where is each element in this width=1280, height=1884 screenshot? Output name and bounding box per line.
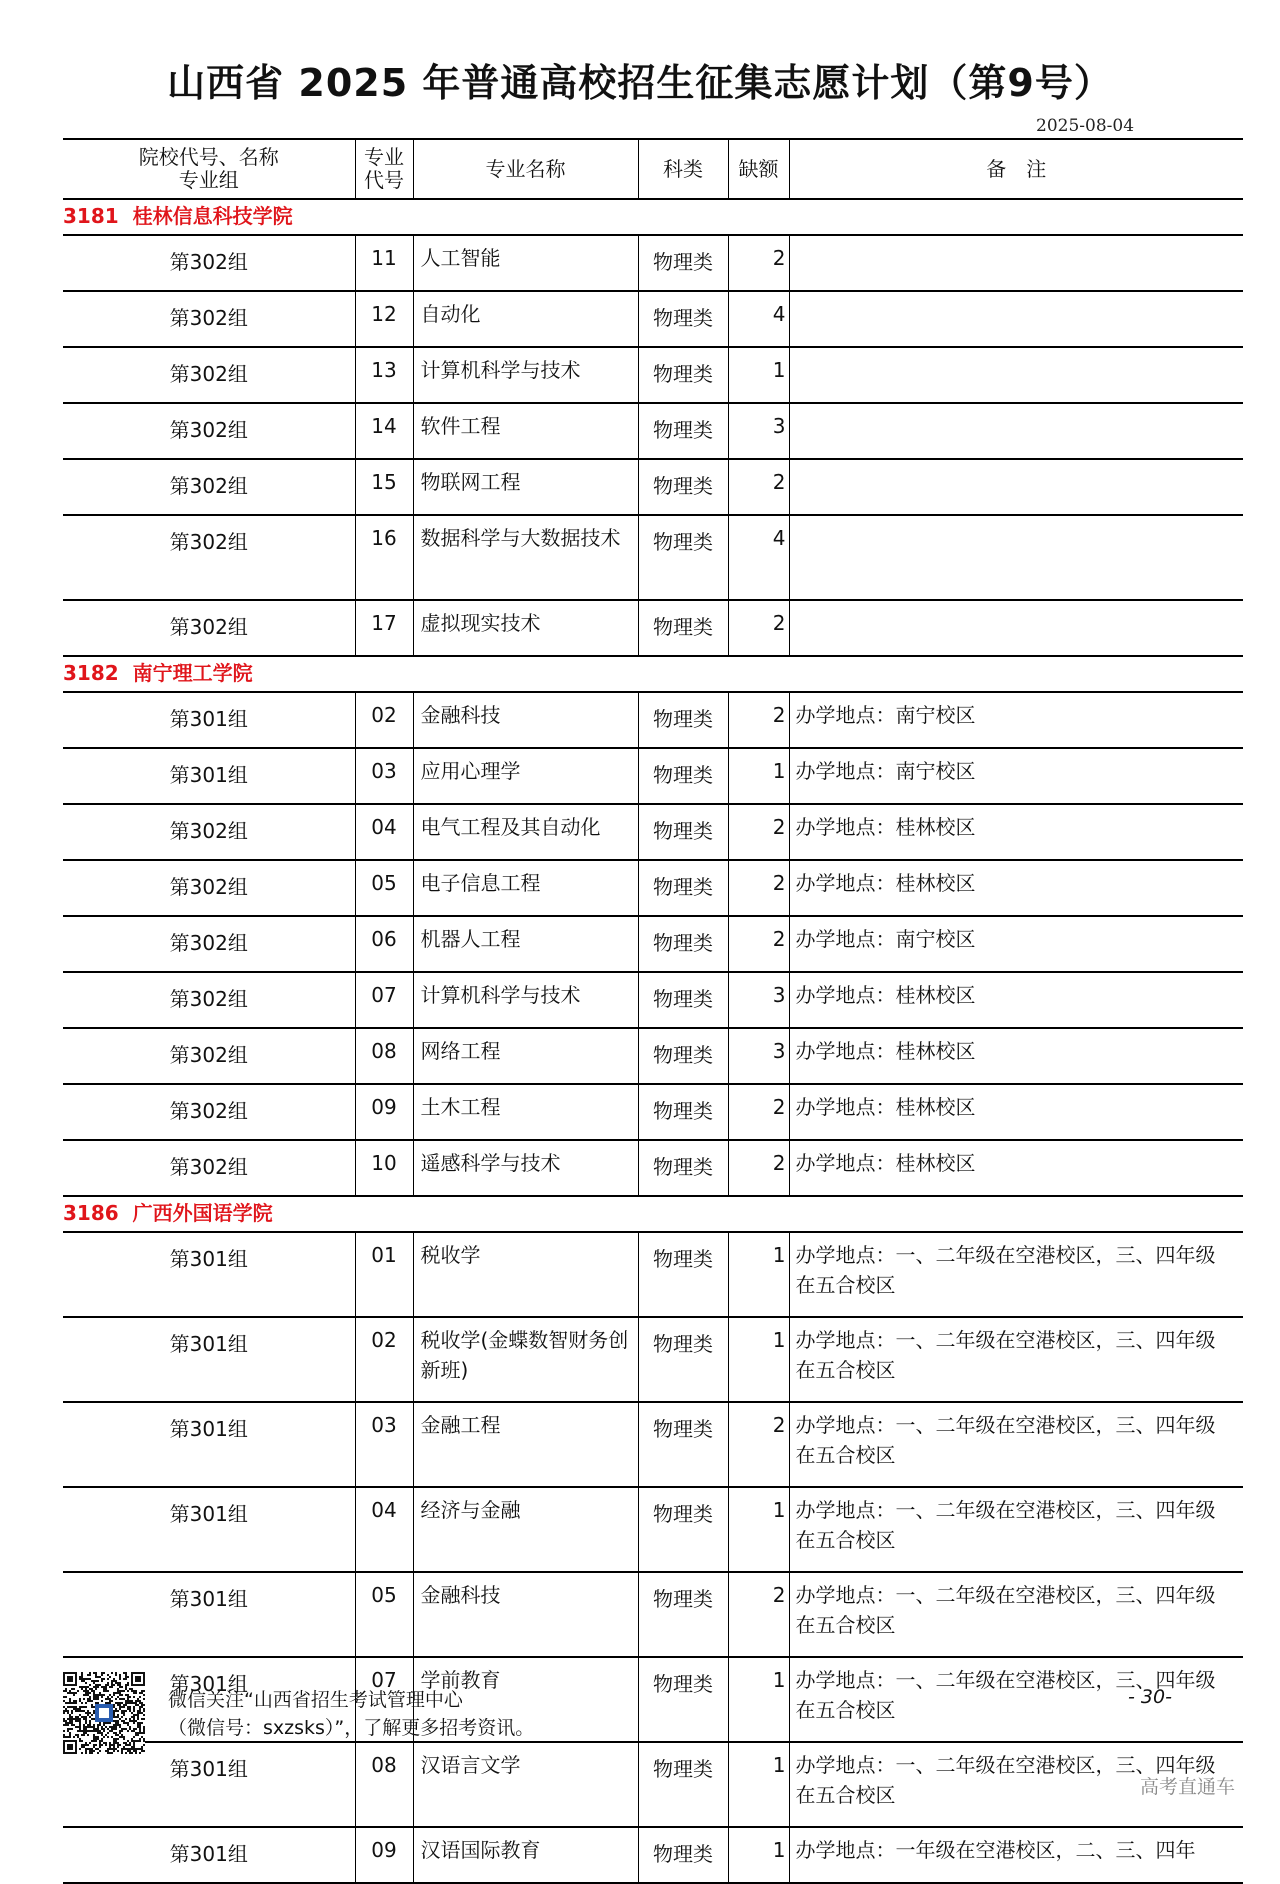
table-row bbox=[63, 916, 1243, 972]
table-row bbox=[63, 692, 1243, 748]
major-code-cell: 09 bbox=[355, 1827, 413, 1883]
quota-cell: 2 bbox=[728, 1402, 789, 1487]
watermark: 高考直通车 bbox=[1140, 1776, 1236, 1798]
quota-cell: 1 bbox=[728, 1317, 789, 1402]
group-cell: 第302组 bbox=[63, 1140, 355, 1196]
table-row bbox=[63, 347, 1243, 403]
table-row bbox=[63, 1084, 1243, 1140]
group-cell: 第302组 bbox=[63, 403, 355, 459]
major-name-cell: 土木工程 bbox=[413, 1084, 638, 1140]
remark-cell: 办学地点：桂林校区 bbox=[789, 972, 1243, 1028]
footer-text bbox=[168, 1686, 534, 1742]
subject-cell: 物理类 bbox=[638, 235, 728, 291]
quota-cell: 3 bbox=[728, 972, 789, 1028]
table-row bbox=[63, 1572, 1243, 1657]
header-remark: 备 注 bbox=[789, 139, 1243, 199]
remark-cell: 办学地点：桂林校区 bbox=[789, 1084, 1243, 1140]
quota-cell: 2 bbox=[728, 1140, 789, 1196]
quota-cell: 2 bbox=[728, 692, 789, 748]
major-code-cell: 16 bbox=[355, 515, 413, 600]
group-cell: 第301组 bbox=[63, 1317, 355, 1402]
table-body bbox=[63, 199, 1243, 1883]
subject-cell: 物理类 bbox=[638, 1487, 728, 1572]
major-code-cell: 11 bbox=[355, 235, 413, 291]
major-code-cell: 14 bbox=[355, 403, 413, 459]
quota-cell: 1 bbox=[728, 1742, 789, 1827]
major-name-cell: 计算机科学与技术 bbox=[413, 347, 638, 403]
header-name: 专业名称 bbox=[413, 139, 638, 199]
major-code-cell: 07 bbox=[355, 972, 413, 1028]
major-code-cell: 12 bbox=[355, 291, 413, 347]
group-cell: 第301组 bbox=[63, 1742, 355, 1827]
major-code-cell: 05 bbox=[355, 860, 413, 916]
group-cell: 第301组 bbox=[63, 1487, 355, 1572]
quota-cell: 4 bbox=[728, 515, 789, 600]
subject-cell: 物理类 bbox=[638, 600, 728, 656]
subject-cell: 物理类 bbox=[638, 403, 728, 459]
remark-cell bbox=[789, 459, 1243, 515]
page-title: 山西省 2025 年普通高校招生征集志愿计划（第9号） bbox=[167, 61, 1113, 105]
major-code-cell: 08 bbox=[355, 1742, 413, 1827]
header-subject: 科类 bbox=[638, 139, 728, 199]
table-row bbox=[63, 459, 1243, 515]
group-cell: 第301组 bbox=[63, 1402, 355, 1487]
group-cell: 第302组 bbox=[63, 347, 355, 403]
quota-cell: 1 bbox=[728, 1232, 789, 1317]
major-name-cell: 税收学 bbox=[413, 1232, 638, 1317]
quota-cell: 2 bbox=[728, 235, 789, 291]
subject-cell: 物理类 bbox=[638, 972, 728, 1028]
table-row bbox=[63, 972, 1243, 1028]
remark-cell: 办学地点：南宁校区 bbox=[789, 916, 1243, 972]
major-code-cell: 09 bbox=[355, 1084, 413, 1140]
remark-cell: 办学地点：一、二年级在空港校区，三、四年级在五合校区 bbox=[789, 1487, 1243, 1572]
quota-cell: 2 bbox=[728, 860, 789, 916]
quota-cell: 1 bbox=[728, 1487, 789, 1572]
document-date: 2025-08-04 bbox=[1036, 116, 1135, 136]
footer-line-2: （微信号：sxzsks）”，了解更多招考资讯。 bbox=[168, 1717, 535, 1739]
major-code-cell: 07 bbox=[355, 1657, 413, 1742]
header-group: 院校代号、名称 专业组 bbox=[63, 139, 355, 199]
remark-cell bbox=[789, 600, 1243, 656]
major-code-cell: 06 bbox=[355, 916, 413, 972]
remark-cell: 办学地点：一、二年级在空港校区，三、四年级在五合校区 bbox=[789, 1657, 1243, 1742]
remark-cell bbox=[789, 403, 1243, 459]
subject-cell: 物理类 bbox=[638, 692, 728, 748]
group-cell: 第302组 bbox=[63, 600, 355, 656]
subject-cell: 物理类 bbox=[638, 1402, 728, 1487]
quota-cell: 4 bbox=[728, 291, 789, 347]
group-cell: 第302组 bbox=[63, 972, 355, 1028]
group-cell: 第301组 bbox=[63, 1657, 355, 1742]
remark-cell: 办学地点：南宁校区 bbox=[789, 748, 1243, 804]
quota-cell: 1 bbox=[728, 1657, 789, 1742]
subject-cell: 物理类 bbox=[638, 804, 728, 860]
school-heading-row bbox=[63, 199, 1243, 235]
quota-cell: 1 bbox=[728, 1827, 789, 1883]
major-name-cell: 软件工程 bbox=[413, 403, 638, 459]
subject-cell: 物理类 bbox=[638, 1084, 728, 1140]
major-name-cell: 汉语国际教育 bbox=[413, 1827, 638, 1883]
group-cell: 第302组 bbox=[63, 804, 355, 860]
major-name-cell: 经济与金融 bbox=[413, 1487, 638, 1572]
group-cell: 第301组 bbox=[63, 748, 355, 804]
subject-cell: 物理类 bbox=[638, 1657, 728, 1742]
remark-cell: 办学地点：桂林校区 bbox=[789, 804, 1243, 860]
major-name-cell: 数据科学与大数据技术 bbox=[413, 515, 638, 600]
remark-cell: 办学地点：一、二年级在空港校区，三、四年级在五合校区 bbox=[789, 1232, 1243, 1317]
subject-cell: 物理类 bbox=[638, 515, 728, 600]
header-quota: 缺额 bbox=[728, 139, 789, 199]
group-cell: 第302组 bbox=[63, 916, 355, 972]
remark-cell: 办学地点：一、二年级在空港校区，三、四年级在五合校区 bbox=[789, 1402, 1243, 1487]
table-row bbox=[63, 1402, 1243, 1487]
major-code-cell: 04 bbox=[355, 1487, 413, 1572]
plan-table bbox=[63, 138, 1243, 1884]
major-name-cell: 汉语言文学 bbox=[413, 1742, 638, 1827]
subject-cell: 物理类 bbox=[638, 860, 728, 916]
subject-cell: 物理类 bbox=[638, 1827, 728, 1883]
major-name-cell: 机器人工程 bbox=[413, 916, 638, 972]
school-heading: 3186 广西外国语学院 bbox=[63, 1196, 1243, 1232]
quota-cell: 3 bbox=[728, 403, 789, 459]
major-name-cell: 计算机科学与技术 bbox=[413, 972, 638, 1028]
school-heading: 3181 桂林信息科技学院 bbox=[63, 199, 1243, 235]
quota-cell: 1 bbox=[728, 748, 789, 804]
table-row bbox=[63, 600, 1243, 656]
major-name-cell: 税收学(金蝶数智财务创新班) bbox=[413, 1317, 638, 1402]
major-name-cell: 电子信息工程 bbox=[413, 860, 638, 916]
table-row bbox=[63, 804, 1243, 860]
subject-cell: 物理类 bbox=[638, 459, 728, 515]
quota-cell: 2 bbox=[728, 1084, 789, 1140]
table-row bbox=[63, 1827, 1243, 1883]
table-row bbox=[63, 1140, 1243, 1196]
major-code-cell: 03 bbox=[355, 748, 413, 804]
remark-cell: 办学地点：一、二年级在空港校区，三、四年级在五合校区 bbox=[789, 1572, 1243, 1657]
group-cell: 第302组 bbox=[63, 515, 355, 600]
qr-code bbox=[63, 1672, 145, 1754]
remark-cell bbox=[789, 347, 1243, 403]
major-code-cell: 05 bbox=[355, 1572, 413, 1657]
major-code-cell: 17 bbox=[355, 600, 413, 656]
major-name-cell: 遥感科学与技术 bbox=[413, 1140, 638, 1196]
subject-cell: 物理类 bbox=[638, 291, 728, 347]
major-name-cell: 自动化 bbox=[413, 291, 638, 347]
major-name-cell: 金融科技 bbox=[413, 692, 638, 748]
subject-cell: 物理类 bbox=[638, 1232, 728, 1317]
quota-cell: 1 bbox=[728, 347, 789, 403]
quota-cell: 3 bbox=[728, 1028, 789, 1084]
remark-cell: 办学地点：一、二年级在空港校区，三、四年级在五合校区 bbox=[789, 1317, 1243, 1402]
group-cell: 第302组 bbox=[63, 459, 355, 515]
subject-cell: 物理类 bbox=[638, 1572, 728, 1657]
subject-cell: 物理类 bbox=[638, 916, 728, 972]
group-cell: 第301组 bbox=[63, 1827, 355, 1883]
remark-cell: 办学地点：一、二年级在空港校区，三、四年级在五合校区 bbox=[789, 1742, 1243, 1827]
major-code-cell: 03 bbox=[355, 1402, 413, 1487]
remark-cell bbox=[789, 291, 1243, 347]
group-cell: 第302组 bbox=[63, 235, 355, 291]
major-code-cell: 15 bbox=[355, 459, 413, 515]
group-cell: 第302组 bbox=[63, 860, 355, 916]
remark-cell: 办学地点：南宁校区 bbox=[789, 692, 1243, 748]
table-row bbox=[63, 860, 1243, 916]
major-code-cell: 13 bbox=[355, 347, 413, 403]
remark-cell: 办学地点：一年级在空港校区，二、三、四年 bbox=[789, 1827, 1243, 1883]
table-row bbox=[63, 1742, 1243, 1827]
major-name-cell: 物联网工程 bbox=[413, 459, 638, 515]
major-name-cell: 电气工程及其自动化 bbox=[413, 804, 638, 860]
subject-cell: 物理类 bbox=[638, 748, 728, 804]
remark-cell bbox=[789, 235, 1243, 291]
table-row bbox=[63, 1487, 1243, 1572]
table-row bbox=[63, 1028, 1243, 1084]
major-code-cell: 02 bbox=[355, 1317, 413, 1402]
table-header-row bbox=[63, 139, 1243, 199]
quota-cell: 2 bbox=[728, 600, 789, 656]
table-row bbox=[63, 748, 1243, 804]
major-code-cell: 08 bbox=[355, 1028, 413, 1084]
major-name-cell: 应用心理学 bbox=[413, 748, 638, 804]
major-code-cell: 10 bbox=[355, 1140, 413, 1196]
remark-cell bbox=[789, 515, 1243, 600]
major-name-cell: 人工智能 bbox=[413, 235, 638, 291]
subject-cell: 物理类 bbox=[638, 1028, 728, 1084]
group-cell: 第301组 bbox=[63, 1572, 355, 1657]
major-name-cell: 金融工程 bbox=[413, 1402, 638, 1487]
quota-cell: 2 bbox=[728, 459, 789, 515]
major-name-cell: 网络工程 bbox=[413, 1028, 638, 1084]
table-row bbox=[63, 515, 1243, 600]
quota-cell: 2 bbox=[728, 804, 789, 860]
group-cell: 第302组 bbox=[63, 291, 355, 347]
group-cell: 第301组 bbox=[63, 1232, 355, 1317]
major-name-cell: 虚拟现实技术 bbox=[413, 600, 638, 656]
remark-cell: 办学地点：桂林校区 bbox=[789, 860, 1243, 916]
school-heading: 3182 南宁理工学院 bbox=[63, 656, 1243, 692]
table-row bbox=[63, 291, 1243, 347]
footer-line-1: 微信关注“山西省招生考试管理中心 bbox=[168, 1689, 463, 1711]
group-cell: 第302组 bbox=[63, 1028, 355, 1084]
school-heading-row bbox=[63, 1196, 1243, 1232]
table-row bbox=[63, 403, 1243, 459]
subject-cell: 物理类 bbox=[638, 1140, 728, 1196]
remark-cell: 办学地点：桂林校区 bbox=[789, 1028, 1243, 1084]
table-row bbox=[63, 235, 1243, 291]
subject-cell: 物理类 bbox=[638, 347, 728, 403]
major-name-cell: 金融科技 bbox=[413, 1572, 638, 1657]
subject-cell: 物理类 bbox=[638, 1742, 728, 1827]
major-code-cell: 01 bbox=[355, 1232, 413, 1317]
page-number: - 30- bbox=[1128, 1686, 1172, 1708]
quota-cell: 2 bbox=[728, 916, 789, 972]
school-heading-row bbox=[63, 656, 1243, 692]
table-row bbox=[63, 1317, 1243, 1402]
major-code-cell: 04 bbox=[355, 804, 413, 860]
header-code: 专业 代号 bbox=[355, 139, 413, 199]
group-cell: 第302组 bbox=[63, 1084, 355, 1140]
remark-cell: 办学地点：桂林校区 bbox=[789, 1140, 1243, 1196]
quota-cell: 2 bbox=[728, 1572, 789, 1657]
major-name-cell: 学前教育 bbox=[413, 1657, 638, 1742]
subject-cell: 物理类 bbox=[638, 1317, 728, 1402]
group-cell: 第301组 bbox=[63, 692, 355, 748]
major-code-cell: 02 bbox=[355, 692, 413, 748]
table-row bbox=[63, 1232, 1243, 1317]
